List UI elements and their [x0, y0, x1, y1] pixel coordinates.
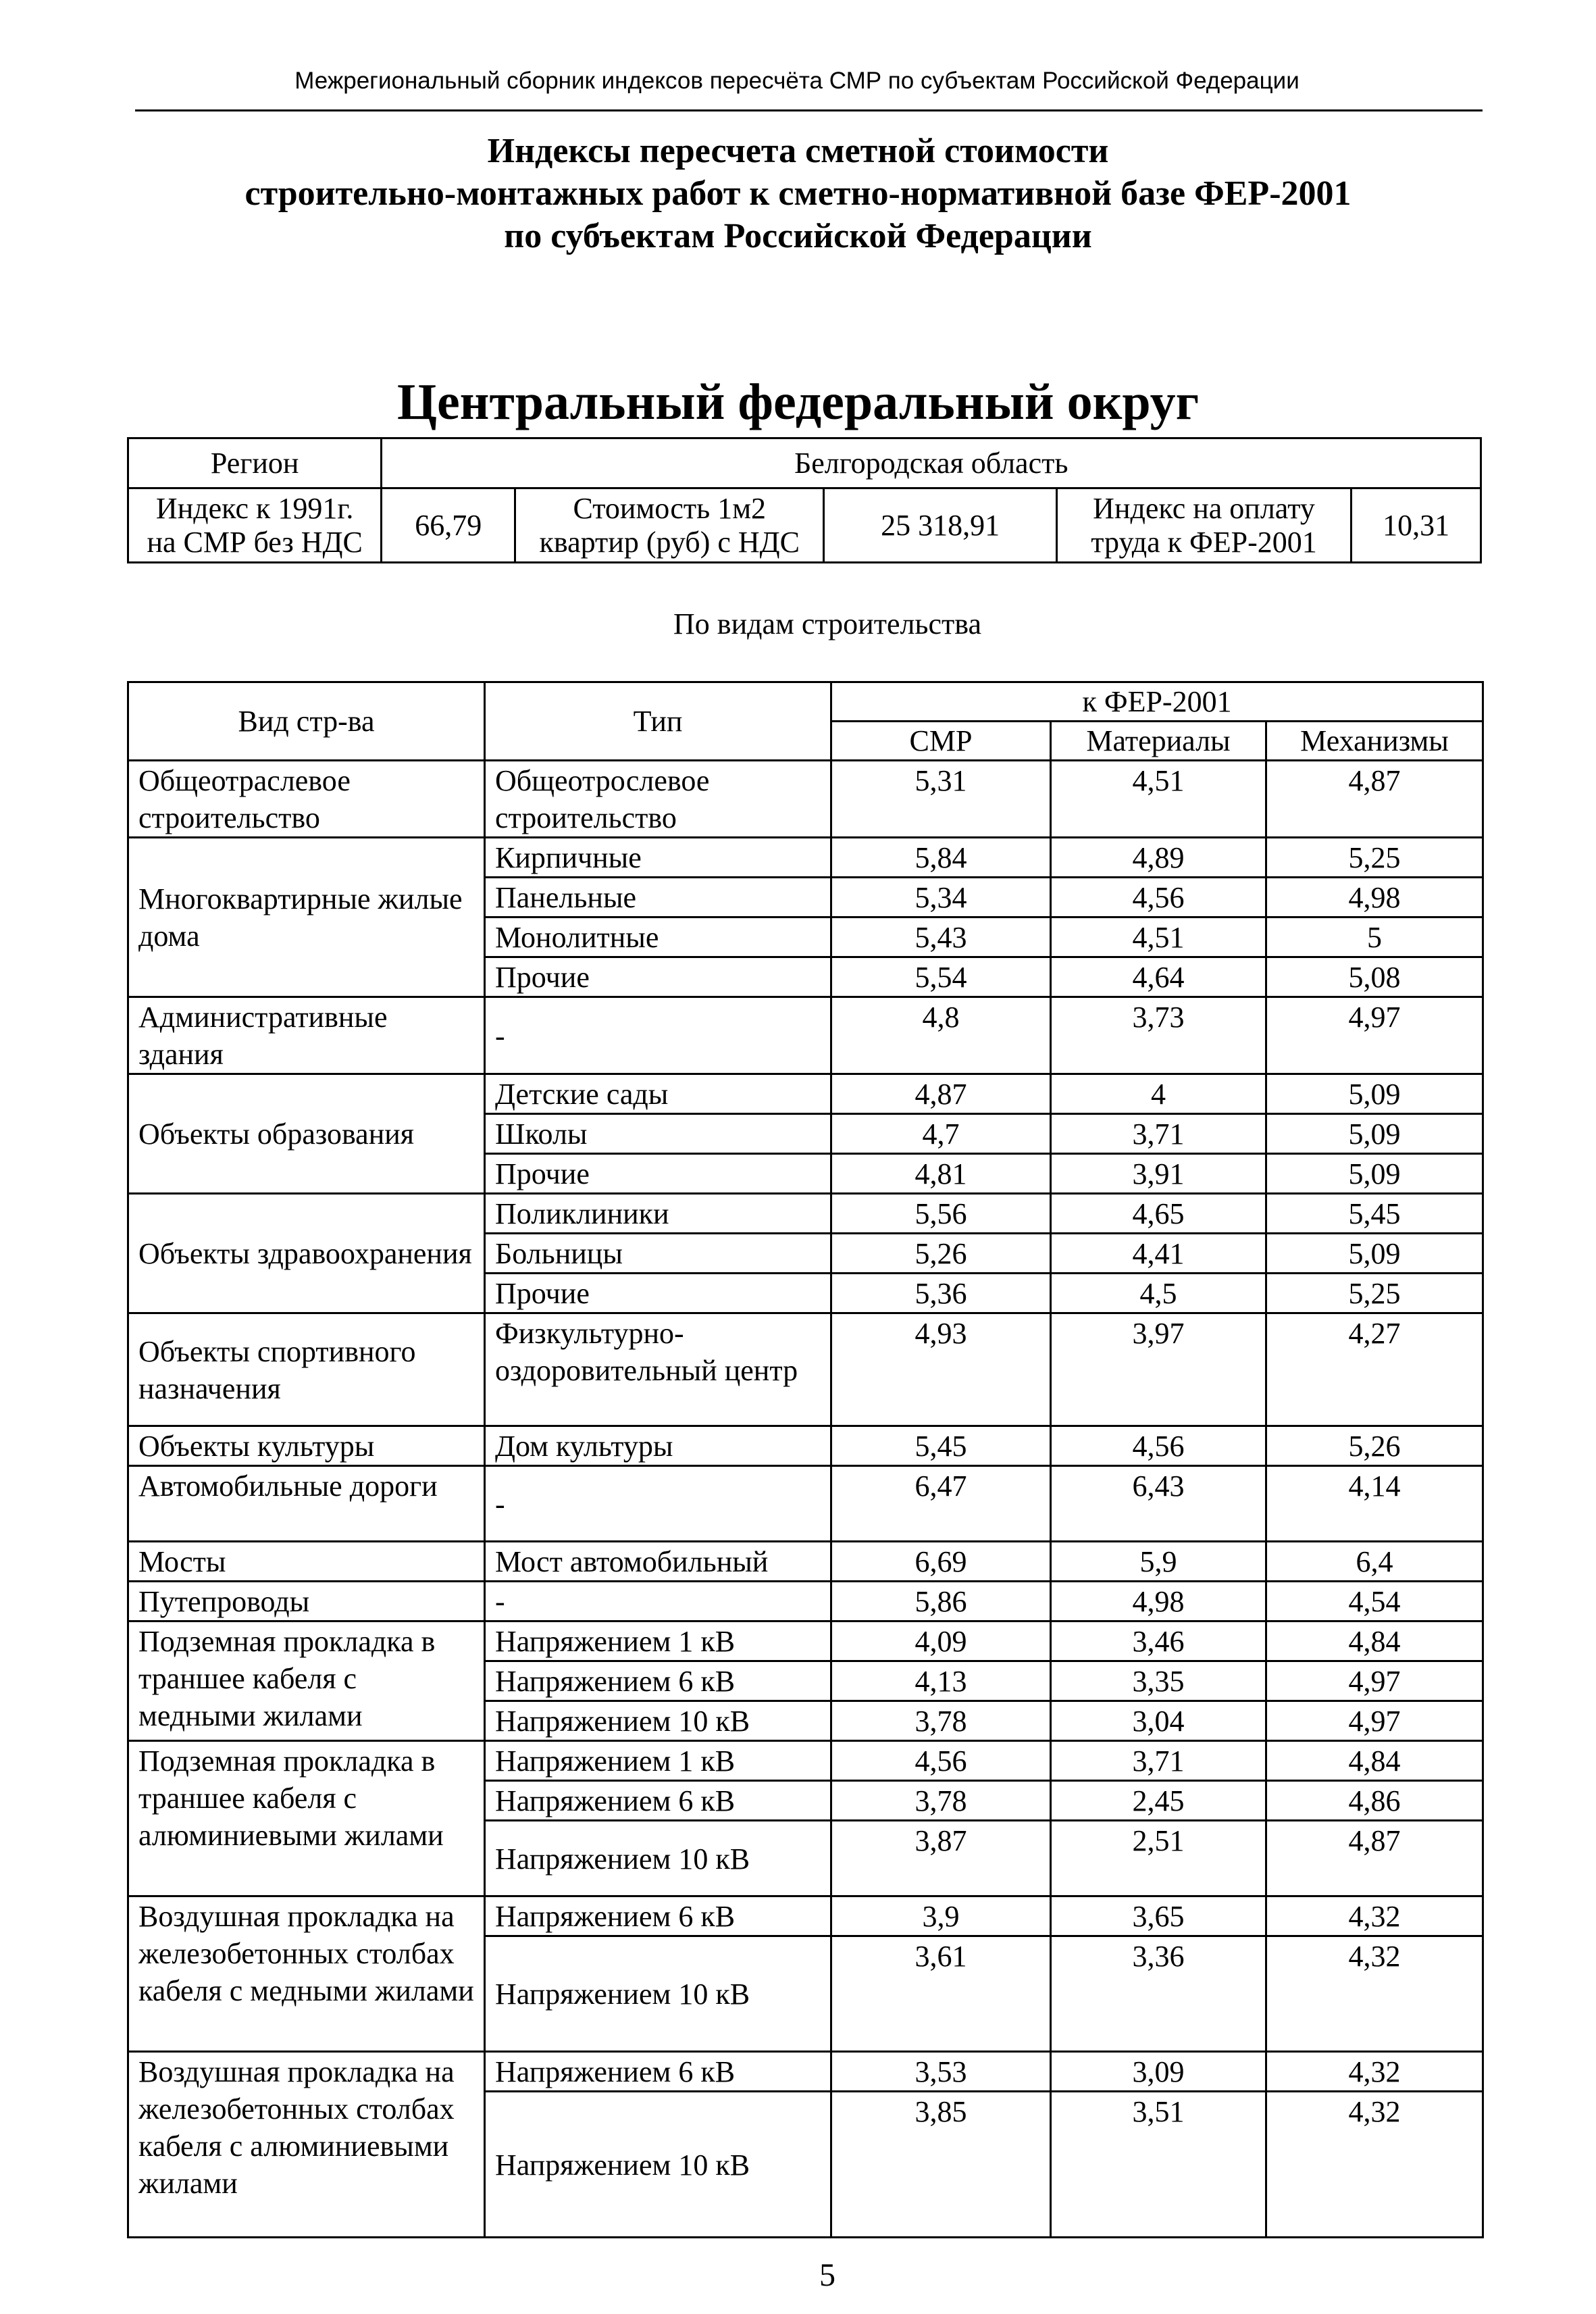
type-cell: Напряжением 6 кВ	[485, 1781, 831, 1821]
kind-cell: Объекты спортивного назначения	[128, 1313, 485, 1426]
smr-value: 5,86	[831, 1582, 1051, 1621]
mat-value: 4,51	[1051, 917, 1266, 957]
document-title	[0, 130, 1596, 257]
title-line: строительно-монтажных работ к сметно-нормативной базе ФЕР-2001	[244, 174, 1352, 213]
smr-value: 3,53	[831, 2052, 1051, 2092]
type-cell: Школы	[485, 1114, 831, 1154]
smr-value: 5,45	[831, 1426, 1051, 1466]
type-cell: Прочие	[485, 1154, 831, 1194]
running-header: Межрегиональный сборник индексов пересчёта СМР по субъектам Российской Федерации	[294, 68, 1299, 94]
smr-value: 4,09	[831, 1621, 1051, 1661]
mat-value: 3,71	[1051, 1741, 1266, 1781]
smr-value: 5,43	[831, 917, 1051, 957]
mech-value: 4,98	[1266, 878, 1483, 917]
table-row	[128, 1542, 1483, 1582]
index1991-value: 66,79	[382, 488, 515, 563]
mat-value: 3,46	[1051, 1621, 1266, 1661]
type-cell: -	[485, 997, 831, 1074]
type-cell: Поликлиники	[485, 1194, 831, 1234]
mech-value: 4,87	[1266, 761, 1483, 838]
mech-value: 4,97	[1266, 1701, 1483, 1741]
type-cell: Общеотрослевое строительство	[485, 761, 831, 838]
header-mechanisms: Механизмы	[1266, 722, 1483, 761]
smr-value: 5,31	[831, 761, 1051, 838]
type-cell: Напряжением 6 кВ	[485, 1661, 831, 1701]
mat-value: 4,65	[1051, 1194, 1266, 1234]
index1991-label: Индекс к 1991г. на СМР без НДС	[128, 488, 382, 563]
kind-cell: Многоквартирные жилые дома	[128, 838, 485, 997]
type-cell: Напряжением 1 кВ	[485, 1621, 831, 1661]
mech-value: 4,54	[1266, 1582, 1483, 1621]
kind-cell: Мосты	[128, 1542, 485, 1582]
mat-value: 3,65	[1051, 1896, 1266, 1936]
type-cell: -	[485, 1582, 831, 1621]
mat-value: 5,9	[1051, 1542, 1266, 1582]
mat-value: 4,98	[1051, 1582, 1266, 1621]
type-cell: Напряжением 10 кВ	[485, 1821, 831, 1896]
mat-value: 4,5	[1051, 1274, 1266, 1313]
mat-value: 3,51	[1051, 2092, 1266, 2238]
smr-value: 6,47	[831, 1466, 1051, 1542]
mech-value: 5,45	[1266, 1194, 1483, 1234]
labor-index-label: Индекс на оплату труда к ФЕР-2001	[1056, 488, 1351, 563]
header-kind: Вид стр-ва	[128, 682, 485, 761]
mech-value: 4,32	[1266, 1936, 1483, 2052]
mat-value: 3,36	[1051, 1936, 1266, 2052]
mech-value: 4,32	[1266, 1896, 1483, 1936]
mech-value: 4,97	[1266, 997, 1483, 1074]
type-cell: Напряжением 10 кВ	[485, 1936, 831, 2052]
type-cell: Прочие	[485, 1274, 831, 1313]
title-line: Индексы пересчета сметной стоимости	[487, 132, 1109, 170]
mat-value: 4	[1051, 1074, 1266, 1114]
table-row	[128, 997, 1483, 1074]
table-row	[128, 1313, 1483, 1426]
mech-value: 4,32	[1266, 2052, 1483, 2092]
smr-value: 4,87	[831, 1074, 1051, 1114]
kind-cell: Объекты образования	[128, 1074, 485, 1194]
type-cell: Мост автомобильный	[485, 1542, 831, 1582]
table-row	[128, 1896, 1483, 1936]
type-cell: Панельные	[485, 878, 831, 917]
mech-value: 5,09	[1266, 1234, 1483, 1274]
type-cell: Больницы	[485, 1234, 831, 1274]
region-info-table	[127, 437, 1482, 563]
type-cell: Монолитные	[485, 917, 831, 957]
table-row	[128, 1466, 1483, 1542]
type-cell: Детские сады	[485, 1074, 831, 1114]
type-cell: Напряжением 10 кВ	[485, 2092, 831, 2238]
page-number: 5	[819, 2257, 835, 2293]
smr-value: 4,93	[831, 1313, 1051, 1426]
smr-value: 4,81	[831, 1154, 1051, 1194]
smr-value: 5,54	[831, 957, 1051, 997]
smr-value: 6,69	[831, 1542, 1051, 1582]
kind-cell: Путепроводы	[128, 1582, 485, 1621]
header-rule	[135, 109, 1483, 111]
district-heading: Центральный федеральный округ	[396, 374, 1200, 430]
table-row	[128, 1194, 1483, 1234]
mat-value: 4,64	[1051, 957, 1266, 997]
mech-value: 5,09	[1266, 1074, 1483, 1114]
mech-value: 4,97	[1266, 1661, 1483, 1701]
smr-value: 3,78	[831, 1781, 1051, 1821]
smr-value: 5,34	[831, 878, 1051, 917]
table-row	[128, 2052, 1483, 2092]
type-cell: Напряжением 1 кВ	[485, 1741, 831, 1781]
mech-value: 4,86	[1266, 1781, 1483, 1821]
mech-value: 5,09	[1266, 1114, 1483, 1154]
kind-cell: Автомобильные дороги	[128, 1466, 485, 1542]
mat-value: 3,04	[1051, 1701, 1266, 1741]
header-smr: СМР	[831, 722, 1051, 761]
smr-value: 4,7	[831, 1114, 1051, 1154]
table-row	[128, 1582, 1483, 1621]
smr-value: 3,87	[831, 1821, 1051, 1896]
index-table	[127, 681, 1484, 2238]
smr-value: 3,9	[831, 1896, 1051, 1936]
mat-value: 2,51	[1051, 1821, 1266, 1896]
smr-value: 5,26	[831, 1234, 1051, 1274]
kind-cell: Подземная прокладка в траншее кабеля с медными жилами	[128, 1621, 485, 1741]
kind-cell: Подземная прокладка в траншее кабеля с алюминиевыми жилами	[128, 1741, 485, 1896]
cost-value: 25 318,91	[824, 488, 1056, 563]
mech-value: 4,27	[1266, 1313, 1483, 1426]
mech-value: 6,4	[1266, 1542, 1483, 1582]
smr-value: 4,56	[831, 1741, 1051, 1781]
smr-value: 3,78	[831, 1701, 1051, 1741]
mech-value: 5	[1266, 917, 1483, 957]
smr-value: 4,13	[831, 1661, 1051, 1701]
table-row	[128, 1426, 1483, 1466]
labor-index-value: 10,31	[1352, 488, 1481, 563]
mat-value: 3,35	[1051, 1661, 1266, 1701]
region-label: Регион	[128, 438, 382, 488]
mat-value: 4,56	[1051, 1426, 1266, 1466]
header-fer2001: к ФЕР-2001	[831, 682, 1483, 722]
mech-value: 4,32	[1266, 2092, 1483, 2238]
smr-value: 5,84	[831, 838, 1051, 878]
smr-value: 3,61	[831, 1936, 1051, 2052]
mech-value: 5,08	[1266, 957, 1483, 997]
table-row	[128, 1074, 1483, 1114]
mat-value: 3,71	[1051, 1114, 1266, 1154]
mech-value: 4,14	[1266, 1466, 1483, 1542]
mat-value: 4,41	[1051, 1234, 1266, 1274]
type-cell: Физкультурно-оздоровительный центр	[485, 1313, 831, 1426]
type-cell: Напряжением 6 кВ	[485, 2052, 831, 2092]
subheading: По видам строительства	[673, 607, 981, 640]
mat-value: 4,51	[1051, 761, 1266, 838]
kind-cell: Объекты культуры	[128, 1426, 485, 1466]
header-materials: Материалы	[1051, 722, 1266, 761]
mech-value: 5,09	[1266, 1154, 1483, 1194]
kind-cell: Объекты здравоохранения	[128, 1194, 485, 1313]
title-line: по субъектам Российской Федерации	[504, 217, 1092, 255]
mech-value: 5,25	[1266, 1274, 1483, 1313]
table-row	[128, 1741, 1483, 1781]
mech-value: 4,84	[1266, 1741, 1483, 1781]
mat-value: 6,43	[1051, 1466, 1266, 1542]
mat-value: 3,73	[1051, 997, 1266, 1074]
kind-cell: Воздушная прокладка на железобетонных столбах кабеля с алюминиевыми жилами	[128, 2052, 485, 2238]
table-row	[128, 761, 1483, 838]
mat-value: 3,91	[1051, 1154, 1266, 1194]
smr-value: 3,85	[831, 2092, 1051, 2238]
type-cell: Кирпичные	[485, 838, 831, 878]
mech-value: 5,26	[1266, 1426, 1483, 1466]
kind-cell: Общеотраслевое строительство	[128, 761, 485, 838]
table-row	[128, 1621, 1483, 1661]
type-cell: Напряжением 6 кВ	[485, 1896, 831, 1936]
mat-value: 4,89	[1051, 838, 1266, 878]
table-row	[128, 838, 1483, 878]
mat-value: 2,45	[1051, 1781, 1266, 1821]
mech-value: 4,87	[1266, 1821, 1483, 1896]
mech-value: 5,25	[1266, 838, 1483, 878]
type-cell: Прочие	[485, 957, 831, 997]
type-cell: -	[485, 1466, 831, 1542]
smr-value: 5,56	[831, 1194, 1051, 1234]
mat-value: 4,56	[1051, 878, 1266, 917]
mat-value: 3,09	[1051, 2052, 1266, 2092]
region-value: Белгородская область	[382, 438, 1481, 488]
kind-cell: Административные здания	[128, 997, 485, 1074]
header-type: Тип	[485, 682, 831, 761]
mat-value: 3,97	[1051, 1313, 1266, 1426]
cost-label: Стоимость 1м2 квартир (руб) с НДС	[515, 488, 824, 563]
smr-value: 5,36	[831, 1274, 1051, 1313]
kind-cell: Воздушная прокладка на железобетонных столбах кабеля с медными жилами	[128, 1896, 485, 2052]
smr-value: 4,8	[831, 997, 1051, 1074]
mech-value: 4,84	[1266, 1621, 1483, 1661]
type-cell: Дом культуры	[485, 1426, 831, 1466]
type-cell: Напряжением 10 кВ	[485, 1701, 831, 1741]
